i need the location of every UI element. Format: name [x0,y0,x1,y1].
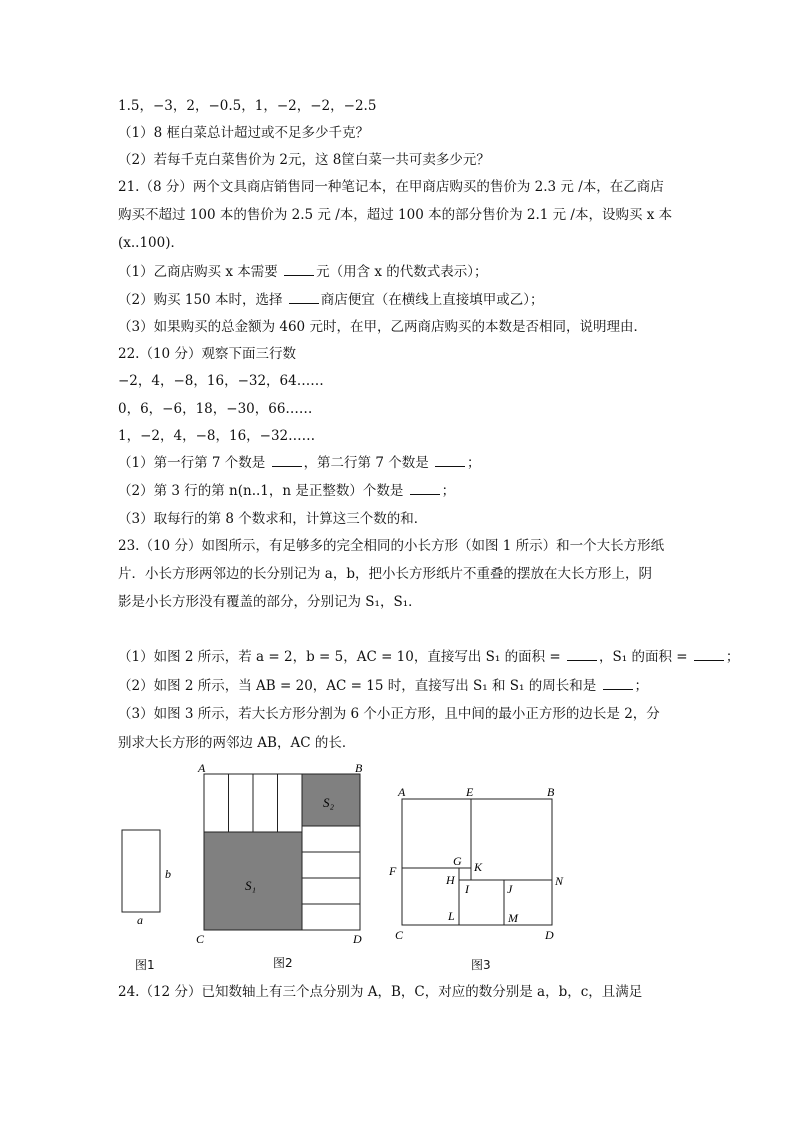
answer-blank[interactable] [694,648,724,661]
fig3-point-m: M [508,911,518,925]
q21-sub1-text-a: （1）乙商店购买 x 本需要 [118,264,283,280]
answer-blank[interactable] [289,291,319,304]
fig3-point-e: E [466,785,474,799]
figure-3 [385,783,575,953]
small-rectangle [122,830,160,912]
q20-sub2: （2）若每千克白菜售价为 2元，这 8筐白菜一共可卖多少元？ [118,152,490,168]
q20-sub1: （1）8 框白菜总计超过或不足多少千克？ [118,125,369,141]
q21-sub1-text-b: 元（用含 x 的代数式表示）； [316,264,488,280]
q21-sub3: （3）如果购买的总金额为 460 元时，在甲，乙两商店购买的本数是否相同，说明理由． [118,319,647,335]
fig3-point-j: J [507,882,513,896]
q22-row1: −2，4，−8，16，−32，64…… [118,373,324,389]
q21-sub1 [118,263,488,281]
fig1-caption: 图1 [135,958,155,972]
q22-sub2 [118,482,455,500]
q22-sub1-text-b: ，第二行第 7 个数是 [303,455,434,471]
fig1-label-b: b [165,867,171,881]
fig2-point-c: C [196,932,205,946]
q23-sub2-text-b: ； [634,678,649,694]
q24-line1: 24.（12 分）已知数轴上有三个点分别为 A，B，C，对应的数分别是 a，b，c，且满足 [118,984,643,1000]
fig1-label-a: a [137,913,143,927]
q22-sub3: （3）取每行的第 8 个数求和，计算这三个数的和． [118,511,428,527]
fig2-label-s1: S₁ [245,878,257,893]
q23-sub2-text-a: （2）如图 2 所示，当 AB = 20，AC = 15 时，直接写出 S₁ 和 S₁ 的周长和是 [118,678,601,694]
q23-sub3-line2: 别求大长方形的两邻边 AB，AC 的长． [118,735,356,751]
q22-sub1-text-c: ； [467,455,481,471]
fig3-point-k: K [474,860,483,874]
q22-sub1-text-a: （1）第一行第 7 个数是 [118,455,270,471]
q23-sub1-text-c: ； [725,649,740,665]
fig3-point-c: C [395,928,404,942]
q21-sub2-text-a: （2）购买 150 本时，选择 [118,292,287,308]
fig2-point-d: D [353,932,362,946]
answer-blank[interactable] [272,454,302,467]
q21-line2: 购买不超过 100 本的售价为 2.5 元 /本，超过 100 本的部分售价为 2.1 元 /本，设购买 x 本 [118,207,673,223]
q23-line1: 23.（10 分）如图所示，有足够多的完全相同的小长方形（如图 1 所示）和一个大长方形纸 [118,538,665,554]
q23-sub1-text-a: （1）如图 2 所示，若 a = 2，b = 5，AC = 10，直接写出 S₁ 的面积 = [118,649,565,665]
q22-sub2-text-a: （2）第 3 行的第 n(n..1，n 是正整数）个数是 [118,483,408,499]
q22-row3: 1，−2，4，−8，16，−32…… [118,428,316,444]
q21-line3: (x..100)． [118,235,184,251]
q23-sub1-text-b: ，S₁ 的面积 = [599,649,692,665]
answer-blank[interactable] [603,677,633,690]
fig2-caption: 图2 [273,956,293,970]
q23-sub1 [118,648,739,666]
q23-sub3-line1: （3）如图 3 所示，若大长方形分割为 6 个小正方形，且中间的最小正方形的边长是 2，分 [118,706,660,722]
fig3-point-a: A [398,785,406,799]
q21-line1: 21.（8 分）两个文具商店销售同一种笔记本，在甲商店购买的售价为 2.3 元 /本，在乙商店 [118,179,664,195]
answer-blank[interactable] [284,263,314,276]
fig2-point-b: B [355,761,363,775]
q21-sub2-text-b: 商店便宜（在横线上直接填甲或乙）； [320,292,544,308]
fig3-point-d: D [545,928,554,942]
q21-sub2 [118,291,543,309]
q22-sub1 [118,454,481,472]
fig2-label-s2: S₂ [323,795,335,810]
q22-head: 22.（10 分）观察下面三行数 [118,346,296,362]
answer-blank[interactable] [567,648,597,661]
fig3-caption: 图3 [471,958,491,972]
answer-blank[interactable] [410,482,440,495]
q23-line2: 片．小长方形两邻边的长分别记为 a，b，把小长方形纸片不重叠的摆放在大长方形上，阴 [118,566,652,582]
q23-line3: 影是小长方形没有覆盖的部分，分别记为 S₁，S₁． [118,594,422,610]
fig3-point-b: B [547,785,555,799]
figure-2 [190,760,380,950]
q23-sub2 [118,677,648,695]
fig3-point-h: H [446,873,455,887]
fig3-point-i: I [465,882,469,896]
answer-blank[interactable] [435,454,465,467]
fig3-point-l: L [448,909,455,923]
fig3-point-g: G [453,854,462,868]
fig3-point-n: N [555,874,564,888]
figure-1 [110,820,180,930]
q22-sub2-text-b: ； [441,483,456,499]
fig2-point-a: A [198,761,206,775]
fig3-point-f: F [389,864,397,878]
q22-row2: 0，6，−6，18，−30，66…… [118,401,313,417]
q20-data-line: 1.5，−3，2，−0.5，1，−2，−2，−2.5 [118,98,377,114]
